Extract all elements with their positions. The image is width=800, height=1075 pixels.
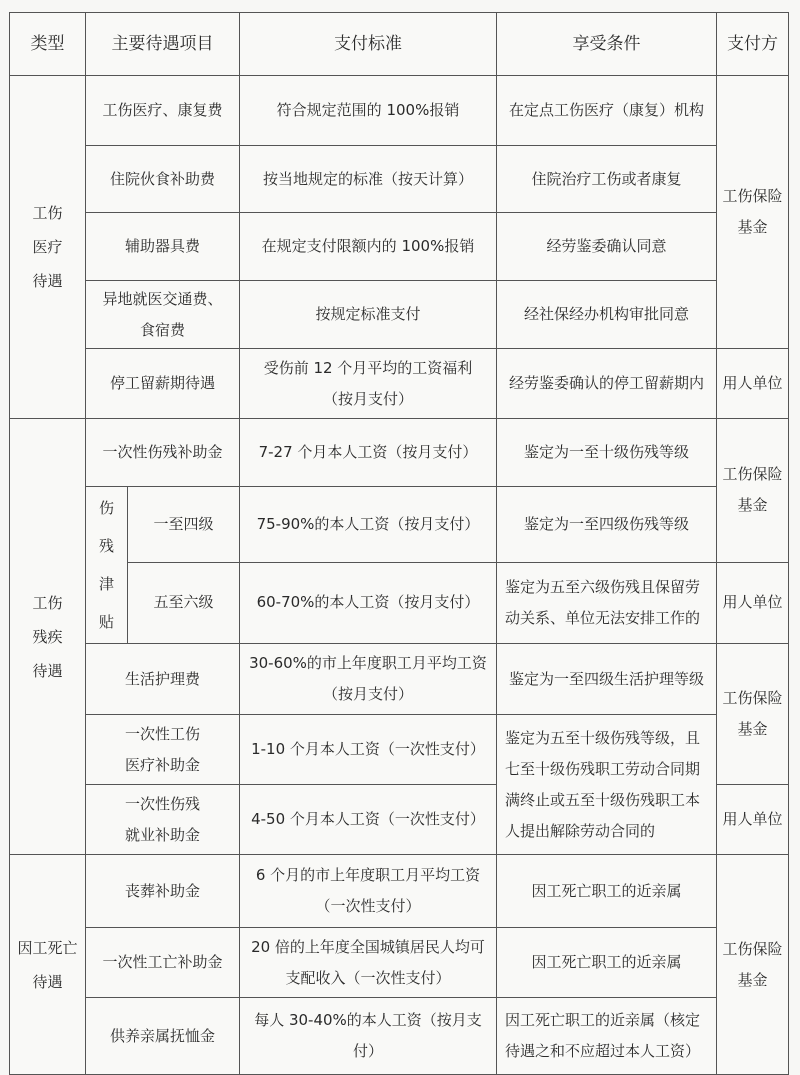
standard-cell: 每人 30-40%的本人工资（按月支付） [240, 998, 497, 1075]
table-row [10, 146, 789, 213]
item-cell: 五至六级 [128, 562, 240, 643]
payer-cell: 工伤保险 基金 [717, 855, 789, 1075]
standard-cell: 按规定标准支付 [240, 281, 497, 349]
condition-cell: 鉴定为一至十级伤残等级 [497, 419, 717, 487]
table-row [10, 419, 789, 487]
item-cell: 停工留薪期待遇 [86, 349, 240, 419]
standard-cell: 7-27 个月本人工资（按月支付） [240, 419, 497, 487]
table-row [10, 715, 789, 785]
item-cell: 供养亲属抚恤金 [86, 998, 240, 1075]
header-item: 主要待遇项目 [86, 13, 240, 76]
condition-cell: 鉴定为五至十级伤残等级，且 七至十级伤残职工劳动合同期 满终止或五至十级伤残职工本 人提出解除劳动合同的 [497, 715, 717, 855]
standard-cell: 4-50 个月本人工资（一次性支付） [240, 785, 497, 855]
payer-cell: 用人单位 [717, 562, 789, 643]
header-payer: 支付方 [717, 13, 789, 76]
header-type: 类型 [10, 13, 86, 76]
condition-cell: 经劳鉴委确认同意 [497, 213, 717, 281]
item-cell: 辅助器具费 [86, 213, 240, 281]
item-cell: 丧葬补助金 [86, 855, 240, 928]
category-death: 因工死亡 待遇 [10, 855, 86, 1075]
payer-cell: 工伤保险 基金 [717, 644, 789, 785]
table-row [10, 855, 789, 928]
payer-cell: 工伤保险 基金 [717, 419, 789, 563]
condition-cell: 因工死亡职工的近亲属（核定 待遇之和不应超过本人工资） [497, 998, 717, 1075]
standard-cell: 符合规定范围的 100%报销 [240, 76, 497, 146]
item-cell: 异地就医交通费、 食宿费 [86, 281, 240, 349]
standard-cell: 在规定支付限额内的 100%报销 [240, 213, 497, 281]
standard-cell: 20 倍的上年度全国城镇居民人均可 支配收入（一次性支付） [240, 928, 497, 998]
condition-cell: 经劳鉴委确认的停工留薪期内 [497, 349, 717, 419]
header-condition: 享受条件 [497, 13, 717, 76]
standard-cell: 6 个月的市上年度职工月平均工资 （一次性支付） [240, 855, 497, 928]
condition-cell: 鉴定为五至六级伤残且保留劳 动关系、单位无法安排工作的 [497, 562, 717, 643]
item-cell: 工伤医疗、康复费 [86, 76, 240, 146]
standard-cell: 受伤前 12 个月平均的工资福利 （按月支付） [240, 349, 497, 419]
category-medical: 工伤 医疗 待遇 [10, 76, 86, 419]
condition-cell: 鉴定为一至四级伤残等级 [497, 487, 717, 563]
condition-cell: 因工死亡职工的近亲属 [497, 928, 717, 998]
table-row [10, 644, 789, 715]
table-row [10, 76, 789, 146]
condition-cell: 鉴定为一至四级生活护理等级 [497, 644, 717, 715]
item-cell: 一次性工亡补助金 [86, 928, 240, 998]
item-cell: 一次性工伤 医疗补助金 [86, 715, 240, 785]
standard-cell: 1-10 个月本人工资（一次性支付） [240, 715, 497, 785]
table-row [10, 928, 789, 998]
payer-cell: 工伤保险 基金 [717, 76, 789, 349]
standard-cell: 30-60%的市上年度职工月平均工资 （按月支付） [240, 644, 497, 715]
condition-cell: 因工死亡职工的近亲属 [497, 855, 717, 928]
header-standard: 支付标准 [240, 13, 497, 76]
item-cell: 一至四级 [128, 487, 240, 563]
table-row [10, 281, 789, 349]
condition-cell: 在定点工伤医疗（康复）机构 [497, 76, 717, 146]
table-row [10, 487, 789, 563]
benefits-table [9, 12, 789, 1075]
payer-cell: 用人单位 [717, 785, 789, 855]
item-cell: 住院伙食补助费 [86, 146, 240, 213]
header-row [10, 13, 789, 76]
table-row [10, 349, 789, 419]
condition-cell: 经社保经办机构审批同意 [497, 281, 717, 349]
item-cell: 生活护理费 [86, 644, 240, 715]
condition-cell: 住院治疗工伤或者康复 [497, 146, 717, 213]
table-row [10, 998, 789, 1075]
item-cell: 一次性伤残 就业补助金 [86, 785, 240, 855]
category-disability: 工伤 残疾 待遇 [10, 419, 86, 855]
item-cell: 一次性伤残补助金 [86, 419, 240, 487]
table-row [10, 213, 789, 281]
allowance-label: 伤 残 津 贴 [86, 487, 128, 644]
standard-cell: 按当地规定的标准（按天计算） [240, 146, 497, 213]
standard-cell: 60-70%的本人工资（按月支付） [240, 562, 497, 643]
standard-cell: 75-90%的本人工资（按月支付） [240, 487, 497, 563]
payer-cell: 用人单位 [717, 349, 789, 419]
